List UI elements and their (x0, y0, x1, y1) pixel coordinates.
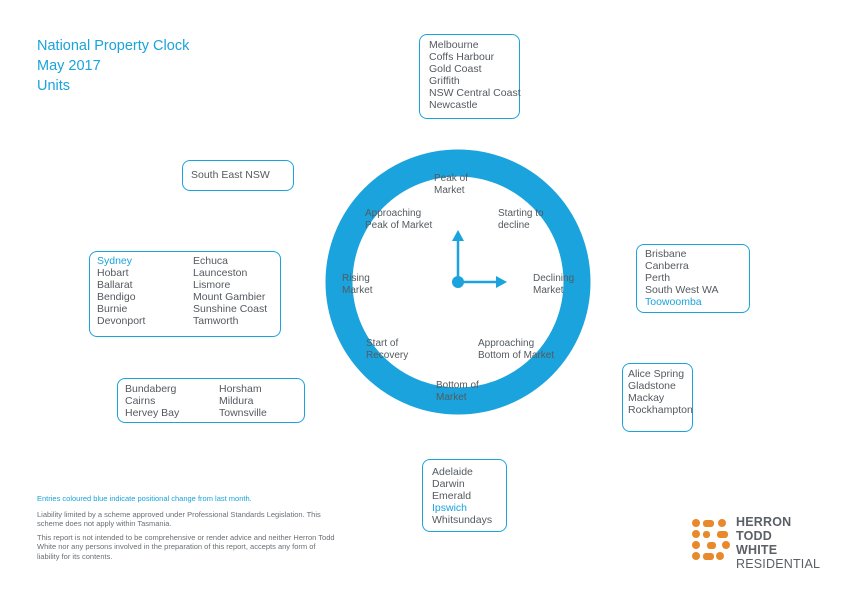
location-entry: Mackay (628, 392, 665, 404)
recovery-locations-box (117, 378, 305, 423)
location-list (97, 255, 145, 327)
location-entry: Griffith (429, 75, 460, 87)
htw-logo-mark (690, 517, 734, 563)
location-list (628, 368, 693, 416)
location-entry: Darwin (432, 478, 465, 490)
phase-text: Peak of (434, 173, 468, 184)
location-entry: Sydney (97, 255, 133, 267)
location-entry: Hervey Bay (125, 407, 180, 419)
peak-locations-box (419, 34, 520, 119)
location-list (125, 383, 179, 419)
location-entry: Tamworth (193, 315, 239, 327)
location-entry: Alice Spring (628, 368, 685, 380)
location-list (645, 248, 719, 308)
logo-line: RESIDENTIAL (736, 557, 821, 571)
bottom-locations-box (422, 459, 507, 532)
location-list (191, 169, 270, 181)
location-entry: Launceston (193, 267, 248, 279)
liability-note: Liability limited by a scheme approved under Professional Standards Legislation. This scheme does not apply within Tasmania. (37, 509, 321, 528)
location-entry: Emerald (432, 490, 472, 502)
location-list (432, 466, 492, 526)
location-entry: Gold Coast (429, 63, 482, 75)
phase-approaching-bottom-label (478, 338, 554, 362)
phase-text: decline (498, 220, 530, 231)
footnotes (37, 494, 337, 565)
location-entry: Newcastle (429, 99, 478, 111)
phase-rising-label (342, 273, 373, 297)
location-entry: South East NSW (191, 169, 270, 181)
location-entry: Gladstone (628, 380, 676, 392)
hour-hand-arrowhead (452, 230, 464, 241)
location-entry: Sunshine Coast (193, 303, 268, 315)
title-line: National Property Clock (37, 38, 190, 54)
location-entry: Cairns (125, 395, 156, 407)
phase-text: Start of (366, 338, 399, 349)
disclaimer-note: This report is not intended to be comprehensive or render advice and neither Herron Todd White nor any persons involved in the preparation of this report, accepts any form of liability for its contents. (37, 532, 335, 561)
minute-hand-arrowhead (496, 276, 507, 288)
location-entry: Rockhampton (628, 404, 693, 416)
phase-text: Approaching (365, 208, 422, 219)
phase-text: Peak of Market (365, 220, 433, 231)
clock-center-dot (452, 276, 464, 288)
logo-line: WHITE (736, 543, 778, 557)
location-entry: Bundaberg (125, 383, 177, 395)
phase-text: Recovery (366, 350, 409, 361)
location-list (219, 383, 267, 419)
phase-text: Market (434, 185, 465, 196)
phase-text: Approaching (478, 338, 535, 349)
location-entry: Mildura (219, 395, 254, 407)
location-list (193, 255, 267, 327)
location-entry: Canberra (645, 260, 689, 272)
location-list (429, 39, 521, 111)
location-entry: Ipswich (432, 502, 468, 514)
location-entry: Adelaide (432, 466, 473, 478)
location-entry: Coffs Harbour (429, 51, 495, 63)
location-entry: Lismore (193, 279, 231, 291)
htw-logo-text (736, 515, 820, 571)
segment-line: Units (37, 78, 71, 94)
approaching-peak-locations-box (182, 160, 294, 191)
rising-locations-box (89, 251, 281, 337)
declining-locations-box (636, 244, 750, 313)
location-entry: Melbourne (429, 39, 479, 51)
location-entry: Perth (645, 272, 671, 284)
phase-text: Market (533, 285, 564, 296)
location-entry: Echuca (193, 255, 229, 267)
phase-bottom-label (436, 380, 479, 404)
location-entry: Townsville (219, 407, 267, 419)
location-entry: NSW Central Coast (429, 87, 521, 99)
phase-text: Market (342, 285, 373, 296)
phase-peak-label (434, 173, 468, 197)
location-entry: Whitsundays (432, 514, 493, 526)
location-entry: Burnie (97, 303, 128, 315)
location-entry: Ballarat (97, 279, 133, 291)
phase-start-recovery-label (366, 338, 408, 362)
location-entry: Hobart (97, 267, 129, 279)
legend-note: Entries coloured blue indicate positional change from last month. (37, 494, 252, 503)
phase-declining-label (533, 273, 574, 297)
phase-text: Rising (342, 273, 370, 284)
logo-line: HERRON (736, 515, 792, 529)
phase-text: Market (436, 392, 467, 403)
location-entry: Toowoomba (645, 296, 702, 308)
location-entry: Brisbane (645, 248, 687, 260)
logo-line: TODD (736, 529, 772, 543)
date-line: May 2017 (37, 58, 101, 74)
phase-text: Bottom of Market (478, 350, 555, 361)
location-entry: Devonport (97, 315, 146, 327)
phase-text: Bottom of (436, 380, 479, 391)
location-entry: Mount Gambier (193, 291, 266, 303)
approaching-bottom-locations-box (622, 363, 693, 432)
location-entry: South West WA (645, 284, 719, 296)
location-entry: Bendigo (97, 291, 136, 303)
phase-approaching-peak-label (365, 208, 432, 232)
phase-starting-decline-label (498, 208, 544, 232)
phase-text: Starting to (498, 208, 544, 219)
location-entry: Horsham (219, 383, 262, 395)
phase-text: Declining (533, 273, 575, 284)
